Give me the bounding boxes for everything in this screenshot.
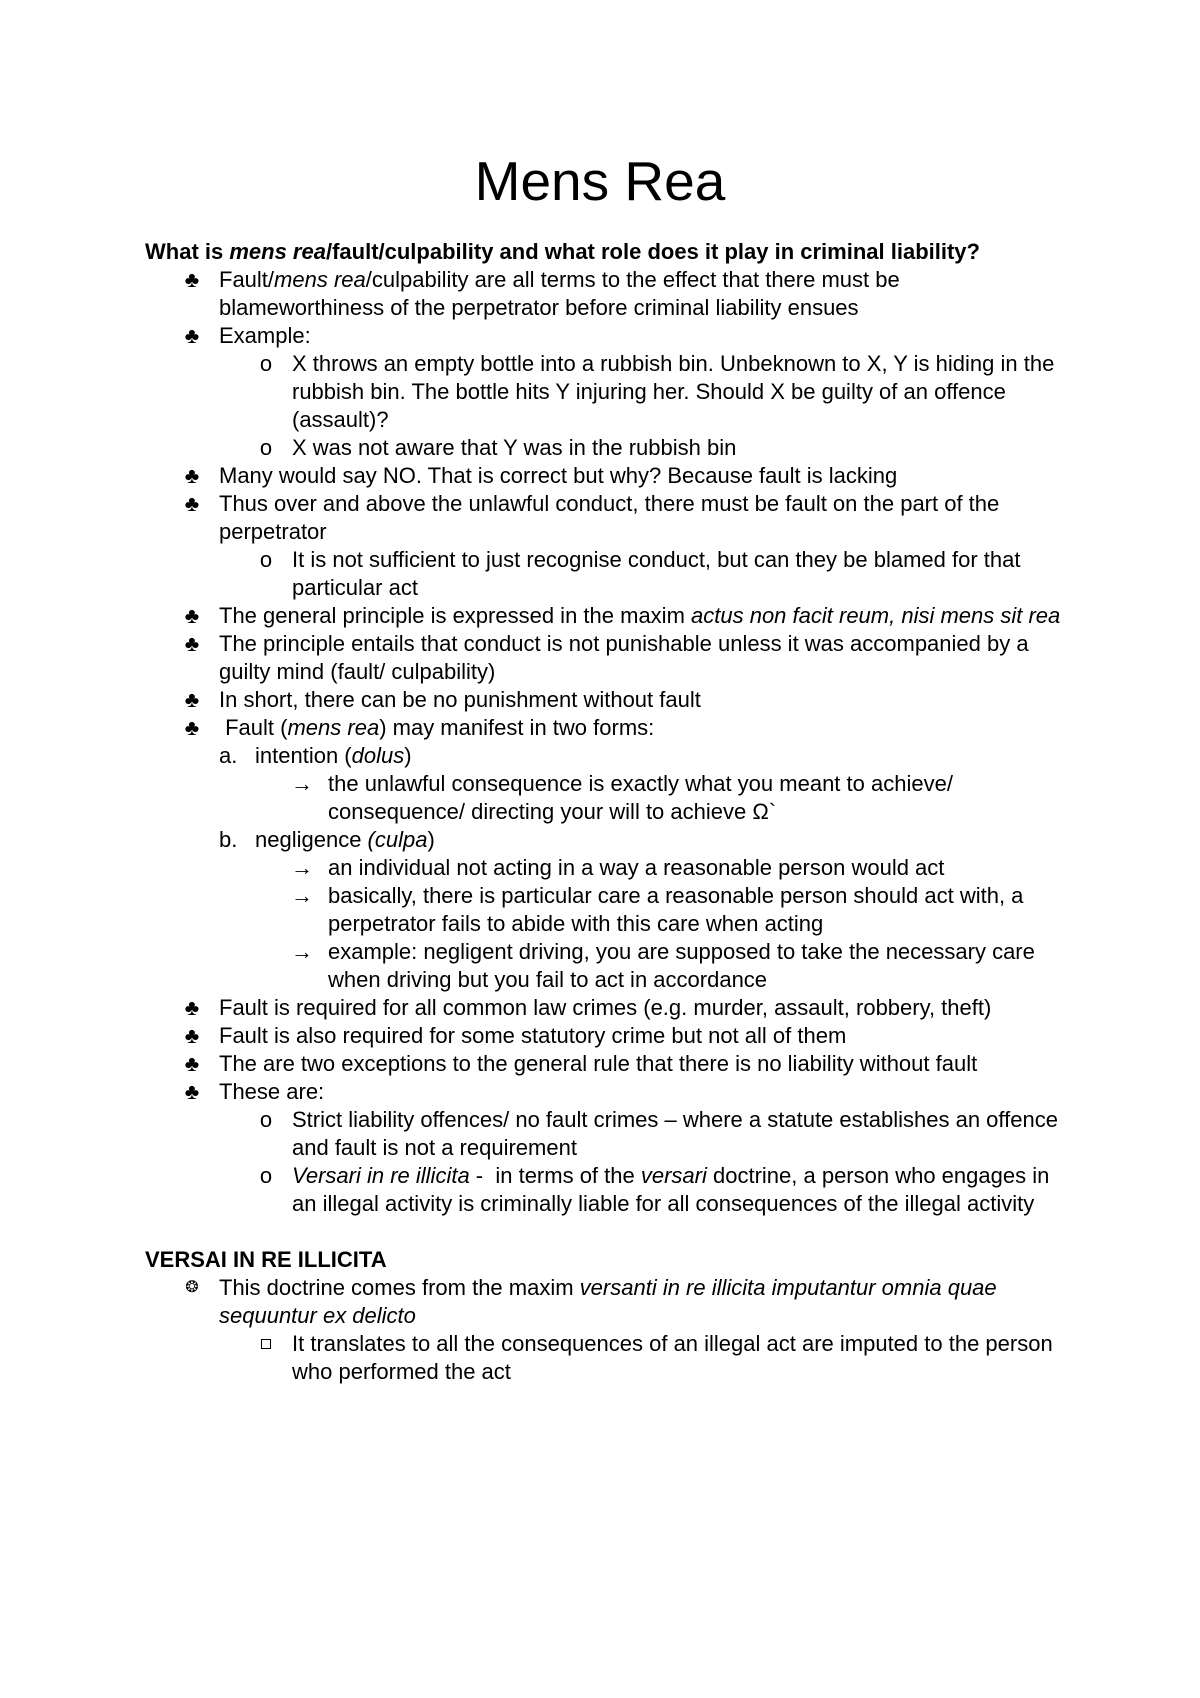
sub-list-item: It translates to all the consequences of an illegal act are imputed to the person who performed the act <box>145 1330 1065 1386</box>
list-item: ♣ Fault is also required for some statutory crime but not all of them <box>145 1022 1065 1050</box>
sub-list-item: o X throws an empty bottle into a rubbish bin. Unbeknown to X, Y is hiding in the rubbish bin. The bottle hits Y injuring her. Should X be guilty of an offence (assault)? <box>145 350 1065 434</box>
club-bullet-icon: ♣ <box>184 491 200 516</box>
circle-bullet-icon: o <box>259 1163 273 1188</box>
document-body <box>145 238 1065 1386</box>
list-item: ❂ This doctrine comes from the maxim versanti in re illicita imputantur omnia quae sequuntur ex delicto <box>145 1274 1065 1330</box>
club-bullet-icon: ♣ <box>184 267 200 292</box>
club-bullet-icon: ♣ <box>184 687 200 712</box>
arrow-list-item: → an individual not acting in a way a reasonable person would act <box>291 855 945 880</box>
club-bullet-icon: ♣ <box>184 1079 200 1104</box>
sub-list-item: o Versari in re illicita - in terms of the versari doctrine, a person who engages in an illegal activity is criminally liable for all consequences of the illegal activity <box>145 1162 1065 1218</box>
arrow-bullet-icon: → <box>291 771 313 796</box>
list-item: ♣ Thus over and above the unlawful conduct, there must be fault on the part of the perpetrator <box>145 490 1065 546</box>
circle-bullet-icon: o <box>259 547 273 572</box>
arrow-bullet-icon: → <box>291 855 313 880</box>
circle-bullet-icon: o <box>259 351 273 376</box>
list-item: ♣ The principle entails that conduct is not punishable unless it was accompanied by a guilty mind (fault/ culpability) <box>145 630 1065 686</box>
square-bullet-icon <box>255 1330 277 1358</box>
club-bullet-icon: ♣ <box>184 463 200 488</box>
arrow-bullet-icon: → <box>291 883 313 908</box>
list-item: ♣ Fault/mens rea/culpability are all terms to the effect that there must be blameworthiness of the perpetrator before criminal liability ensues <box>145 266 1065 322</box>
spacer <box>145 1218 1065 1246</box>
page-title: Mens Rea <box>474 150 726 212</box>
sub-list-item: o Strict liability offences/ no fault crimes – where a statute establishes an offence and fault is not a requirement <box>145 1106 1065 1162</box>
circle-bullet-icon: o <box>259 1107 273 1132</box>
club-bullet-icon: ♣ <box>184 1051 200 1076</box>
list-item: ♣ These are: <box>145 1078 1065 1106</box>
sub-list-item: o X was not aware that Y was in the rubbish bin <box>145 434 1065 462</box>
arrow-list-item: → basically, there is particular care a reasonable person should act with, a perpetrator fails to abide with this care when acting <box>291 883 1024 936</box>
list-item: ♣ The are two exceptions to the general rule that there is no liability without fault <box>145 1050 1065 1078</box>
list-item: ♣ Example: <box>145 322 1065 350</box>
club-bullet-icon: ♣ <box>184 1023 200 1048</box>
circled-star-bullet-icon: ❂ <box>185 1279 199 1296</box>
arrow-list-item: → example: negligent driving, you are supposed to take the necessary care when driving but you fail to act in accordance <box>291 939 1035 992</box>
club-bullet-icon: ♣ <box>184 631 200 656</box>
sub-list-item: o It is not sufficient to just recognise conduct, but can they be blamed for that particular act <box>145 546 1065 602</box>
list-item: ♣ Many would say NO. That is correct but why? Because fault is lacking <box>145 462 1065 490</box>
arrow-bullet-icon: → <box>291 939 313 964</box>
lettered-item: a. intention (dolus) <box>219 743 412 768</box>
club-bullet-icon: ♣ <box>184 995 200 1020</box>
lettered-item: b. negligence (culpa) <box>219 827 435 852</box>
section-heading: VERSAI IN RE ILLICITA <box>145 1247 387 1272</box>
arrow-list-item: → the unlawful consequence is exactly what you meant to achieve/ consequence/ directing your will to achieve Ω` <box>291 771 953 824</box>
club-bullet-icon: ♣ <box>184 603 200 628</box>
club-bullet-icon: ♣ <box>184 715 200 740</box>
list-item: ♣ Fault (mens rea) may manifest in two forms: <box>145 714 1065 742</box>
question-heading: What is mens rea/fault/culpability and what role does it play in criminal liability? <box>145 239 980 264</box>
list-item: ♣ Fault is required for all common law crimes (e.g. murder, assault, robbery, theft) <box>145 994 1065 1022</box>
circle-bullet-icon: o <box>259 435 273 460</box>
club-bullet-icon: ♣ <box>184 323 200 348</box>
list-item: ♣ The general principle is expressed in the maxim actus non facit reum, nisi mens sit rea <box>145 602 1065 630</box>
list-item: ♣ In short, there can be no punishment without fault <box>145 686 1065 714</box>
